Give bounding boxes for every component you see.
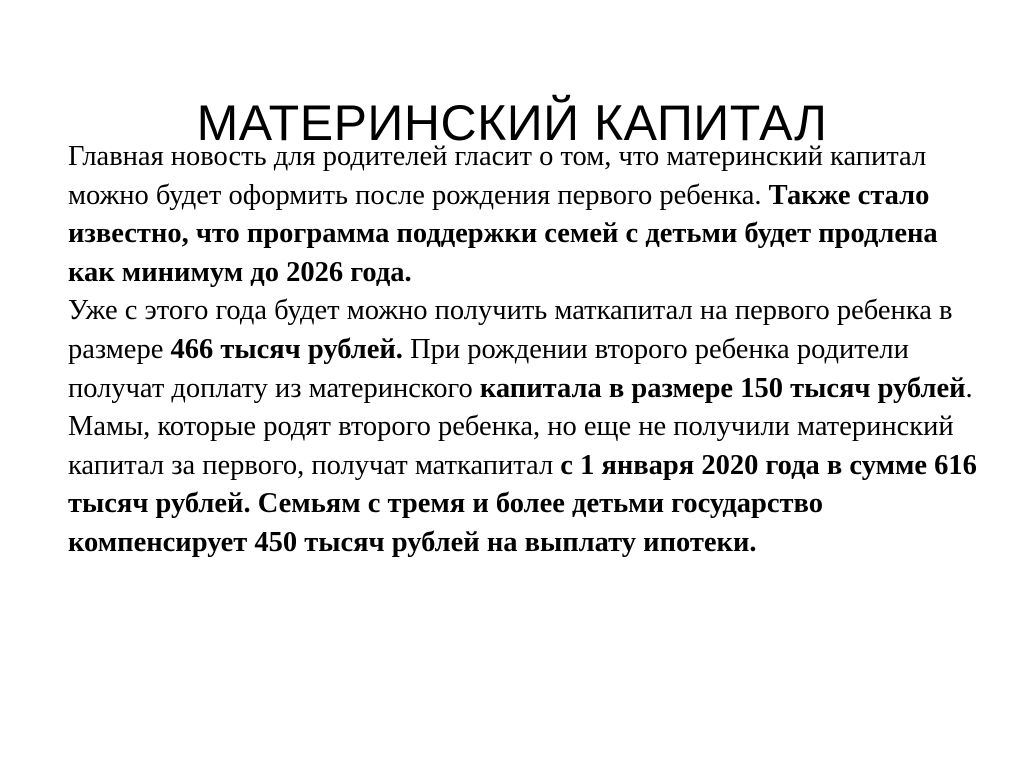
paragraph-3: [68, 408, 988, 562]
paragraph-2-text-plain-c: .: [965, 372, 973, 404]
page-title: МАТЕРИНСКИЙ КАПИТАЛ: [196, 94, 828, 151]
paragraph-3-text-plain: Мамы, которые родят второго ребенка, но еще не получили материнский капитал за первого, получат маткапитал: [68, 411, 954, 481]
paragraph-3-text-bold: с 1 января 2020 года в сумме 616 тысяч рублей. Семьям с тремя и более детьми государство компенсирует 450 тысяч рублей на выплату ипотеки.: [68, 449, 977, 559]
slide-body: [68, 138, 988, 563]
paragraph-2-amount-466: 466 тысяч рублей.: [170, 334, 403, 366]
paragraph-2-amount-150: капитала в размере 150 тысяч рублей: [479, 372, 966, 404]
paragraph-1: [68, 138, 988, 292]
paragraph-2-text-plain-b: При рождении второго ребенка родители получат доплату из материнского: [68, 334, 909, 404]
paragraph-1-text-plain: Главная новость для родителей гласит о том, что материнский капитал можно будет оформить после рождения первого ребенка.: [68, 141, 927, 211]
paragraph-2-text-plain-a: Уже с этого года будет можно получить маткапитал на первого ребенка в размере: [68, 295, 953, 366]
paragraph-1-text-bold: Также стало известно, что программа поддержки семей с детьми будет продлена как минимум до 2026 года.: [68, 179, 938, 288]
paragraph-2: [68, 292, 988, 408]
